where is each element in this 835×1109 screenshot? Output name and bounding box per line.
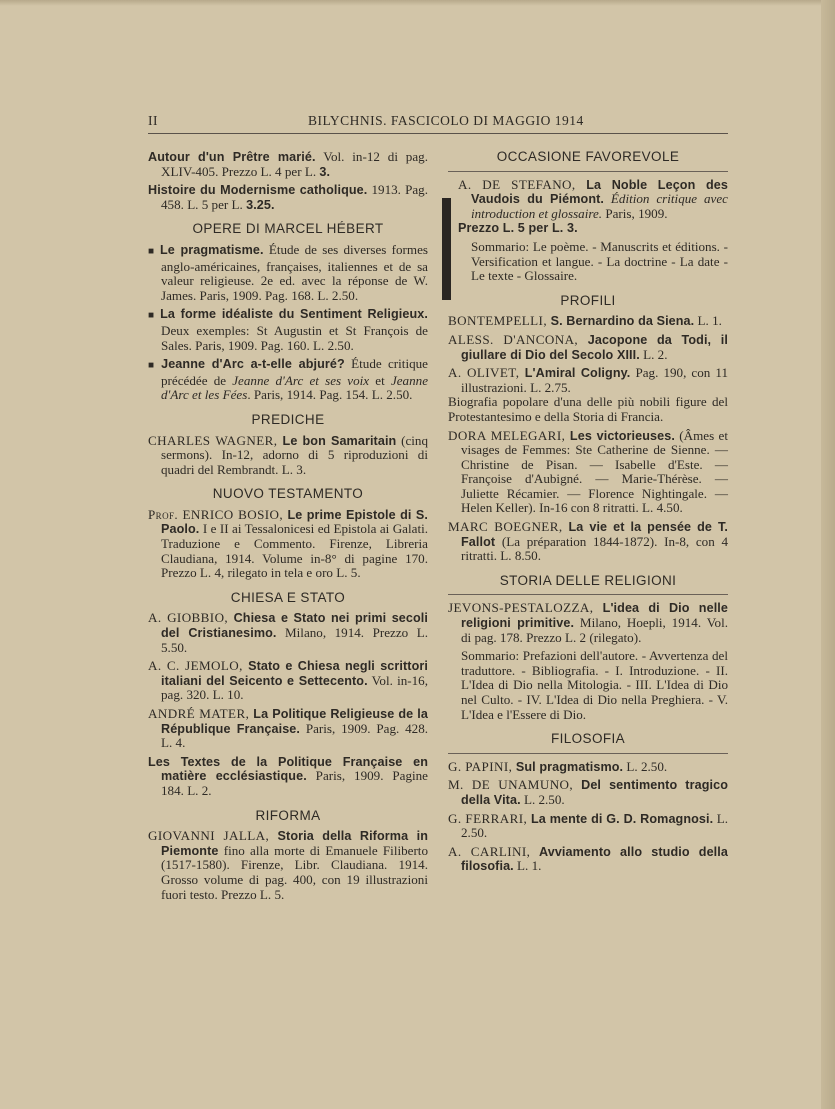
book-entry <box>148 508 428 581</box>
book-title: La forme idéaliste du Sentiment Religieux. <box>160 307 428 322</box>
bullet-icon: ■ <box>148 310 157 322</box>
book-entry <box>148 307 428 353</box>
book-entry <box>148 434 428 478</box>
book-title: Les Textes de la Politique Française en matière ecclésiastique. <box>148 754 428 784</box>
book-title: La Noble Leçon des Vaudois du Piémont. <box>471 177 728 207</box>
book-author: G. FERRARI, <box>448 810 528 826</box>
book-author: G. PAPINI, <box>448 758 513 774</box>
book-author: A. GIOBBIO, <box>148 610 229 626</box>
book-author: A. C. JEMOLO, <box>148 658 243 674</box>
book-title: Del sentimento tragico della Vita. <box>461 778 728 807</box>
book-details: L. 2.50. <box>623 758 668 774</box>
book-author: ANDRÉ MATER, <box>148 706 250 721</box>
header-rule <box>148 133 728 134</box>
book-details: L. 1. <box>513 858 542 874</box>
book-entry <box>148 707 428 751</box>
bullet-icon: ■ <box>148 245 157 257</box>
book-title: Les victorieuses. <box>565 428 675 443</box>
book-title: La vie et la pensée de T. Fallot <box>461 520 728 549</box>
book-entry <box>448 812 728 841</box>
book-author: BONTEMPELLI, <box>448 313 547 329</box>
book-price: 3.25. <box>246 197 275 212</box>
book-author: CHARLES WAGNER, <box>148 432 278 448</box>
book-title: Le pragmatisme. <box>160 242 264 257</box>
page-header <box>148 113 728 133</box>
emphasis-bar <box>442 198 451 300</box>
book-title: La Politique Religieuse de la République Française. <box>161 707 428 736</box>
book-entry <box>148 243 428 303</box>
page-top-edge <box>0 0 835 6</box>
running-title: BILYCHNIS. FASCICOLO DI MAGGIO 1914 <box>308 113 584 128</box>
book-entry <box>448 314 728 329</box>
book-author: DORA MELEGARI, <box>448 427 566 443</box>
book-summary: Sommario: Prefazioni dell'autore. - Avvertenza del traduttore. - Bibliografia. - I. Introduzione. - II. L'Idea di Dio nella Mitologia. - III. L'Idea di Dio nel Culto. - IV. L'Idea di Dio nella Preghiera. - V. L'Idea e l'Essere di Dio. <box>461 648 728 722</box>
book-title: Jacopone da Todi, il giullare di Dio del Secolo XIII. <box>461 332 728 362</box>
book-entry <box>448 601 728 645</box>
section-heading: OCCASIONE FAVOREVOLE <box>496 149 680 164</box>
book-details: Étude critique précédée de <box>161 356 428 388</box>
book-italic: Jeanne d'Arc et ses voix <box>232 372 370 388</box>
book-title: Le prime Epistole di S. Paolo. <box>161 507 428 537</box>
book-entry <box>148 150 428 179</box>
book-details: (cinq sermons). In-12, adorno di 5 riproduzioni di quadri del Rembrandt. L. 3. <box>161 432 428 477</box>
book-entry <box>148 755 428 799</box>
book-details: L. 2.50. <box>520 791 565 807</box>
book-details: 1913. Pag. 458. L. 5 per L. <box>161 182 428 212</box>
book-details: Pag. 190, con 11 illustrazioni. L. 2.75. <box>461 365 729 395</box>
book-title: Stato e Chiesa negli scrittori italiani del Seicento e Settecento. <box>161 659 428 688</box>
section-heading: OPERE DI MARCEL HÉBERT <box>192 221 384 237</box>
book-entry <box>148 829 428 902</box>
section-heading: PROFILI <box>560 292 616 308</box>
right-column <box>448 150 728 878</box>
section-rule <box>448 753 728 754</box>
book-details: . Paris, 1914. Pag. 154. L. 2.50. <box>247 387 413 403</box>
book-price: Prezzo L. 5 per L. 3. <box>458 221 578 236</box>
book-details: Étude de ses diverses formes anglo-américaines, françaises, italiennes et de sa valeur religieuse. 2e ed. avec la réponse de W. James. Paris, 1909. Pag. 168. L. 2.50. <box>161 241 428 303</box>
book-details: L. 2. <box>639 346 668 362</box>
book-author: M. DE UNAMUNO, <box>448 777 574 793</box>
book-entry <box>148 357 428 403</box>
section-heading: RIFORMA <box>255 807 321 823</box>
section-heading: CHIESA E STATO <box>230 589 346 605</box>
book-summary: Sommario: Le poème. - Manuscrits et éditions. - Versification et langue. - La doctrine - La date - Le texte - Glossaire. <box>471 238 728 284</box>
book-italic: Jeanne d'Arc et les Fées <box>161 372 429 403</box>
book-title: L'idea di Dio nelle religioni primitive. <box>461 601 728 631</box>
book-details: I e II ai Tessalonicesi ed Epistola ai Galati. Traduzione e Commento. Firenze, Libreria Claudiana, 1914. Volume in-8° di pagine 170. Prezzo L. 4, rilegato in tela e oro L. 5. <box>161 521 428 581</box>
book-details: et <box>369 372 391 388</box>
book-entry <box>148 659 428 703</box>
book-title: L'Amiral Coligny. <box>519 366 631 381</box>
book-details: Paris, 1909. <box>602 205 668 221</box>
book-title: Avviamento allo studio della filosofia. <box>461 844 728 874</box>
left-column <box>148 150 428 906</box>
section-heading: PREDICHE <box>251 411 325 427</box>
book-price: 3. <box>319 164 331 179</box>
page-number: II <box>148 113 158 128</box>
book-title: La mente di G. D. Romagnosi. <box>527 811 714 826</box>
section-rule <box>448 171 728 172</box>
book-title: Chiesa e Stato nei primi secoli del Cristianesimo. <box>161 611 429 641</box>
book-italic: Édition critique avec introduction et glossaire. <box>471 191 728 221</box>
book-author: ALESS. D'ANCONA, <box>448 331 579 347</box>
book-author: A. DE STEFANO, <box>458 176 576 192</box>
book-author: A. OLIVET, <box>448 365 520 381</box>
book-title: Jeanne d'Arc a-t-elle abjuré? <box>161 357 345 372</box>
book-details: Milano, Hoepli, 1914. Vol. di pag. 178. Prezzo L. 2 (rilegato). <box>461 615 728 645</box>
book-details: (Âmes et visages de Femmes: Ste Catherine de Sienne. — Christine de Pisan. — Isabelle d'Este. — Françoise d'Aubigné. — Marie-Thérèse. — Juliette Récamier. — Florence Nightingale. — Helen Keller). In-16 con 8 ritratti. L. 4.50. <box>461 427 728 516</box>
book-entry <box>448 366 728 395</box>
book-details: L. 2.50. <box>461 810 728 841</box>
book-entry <box>448 778 728 807</box>
book-entry <box>448 333 728 362</box>
book-author: GIOVANNI JALLA, <box>148 828 270 844</box>
bullet-icon: ■ <box>148 360 158 372</box>
book-entry <box>448 520 728 564</box>
book-title: Sul pragmatismo. <box>512 759 624 774</box>
book-details: Paris, 1909. Pag. 428. L. 4. <box>161 720 429 751</box>
book-author: Prof. ENRICO BOSIO, <box>148 506 284 522</box>
book-author: JEVONS-PESTALOZZA, <box>448 600 594 616</box>
book-entry <box>448 845 728 874</box>
book-note: Biografia popolare d'una delle più nobili figure del Protestantesimo e della Storia di Francia. <box>448 394 728 424</box>
section-rule <box>448 594 728 595</box>
book-entry <box>448 760 728 775</box>
book-price-line <box>458 221 728 236</box>
book-details: Paris, 1909. Pagine 184. L. 2. <box>161 768 428 798</box>
occasione-box <box>448 178 728 284</box>
page-right-edge <box>821 0 835 1109</box>
book-details: L. 1. <box>694 313 722 329</box>
book-title: Le bon Samaritain <box>277 433 397 448</box>
book-title: Storia della Riforma in Piemonte <box>161 829 428 858</box>
section-heading: NUOVO TESTAMENTO <box>212 486 364 502</box>
book-details: Vol. in-12 di pag. XLIV-405. Prezzo L. 4 per L. <box>161 149 428 179</box>
book-entry <box>148 183 428 212</box>
book-author: A. CARLINI, <box>448 843 531 859</box>
book-title: S. Bernardino da Siena. <box>547 314 695 329</box>
book-details: Milano, 1914. Prezzo L. 5.50. <box>161 625 428 655</box>
book-author: MARC BOEGNER, <box>448 519 563 535</box>
book-details: fino alla morte di Emanuele Filiberto (1517-1580). Firenze, Libr. Claudiana. 1914. Grosso volume di pag. 400, con 19 illustrazioni fuori testo. Prezzo L. 5. <box>161 842 428 902</box>
book-title: Histoire du Modernisme catholique. <box>148 183 368 198</box>
book-details: Vol. in-16, pag. 320. L. 10. <box>161 672 428 703</box>
book-entry <box>458 178 728 222</box>
section-heading: STORIA DELLE RELIGIONI <box>499 572 677 588</box>
book-details: (La préparation 1844-1872). In-8, con 4 ritratti. L. 8.50. <box>461 533 728 564</box>
book-entry <box>448 429 728 517</box>
book-title: Autour d'un Prêtre marié. <box>148 150 316 164</box>
section-heading: FILOSOFIA <box>550 731 626 747</box>
book-details: Deux exemples: St Augustin et St François de Sales. Paris, 1909. Pag. 160. L. 2.50. <box>161 322 428 353</box>
book-entry <box>148 611 428 655</box>
